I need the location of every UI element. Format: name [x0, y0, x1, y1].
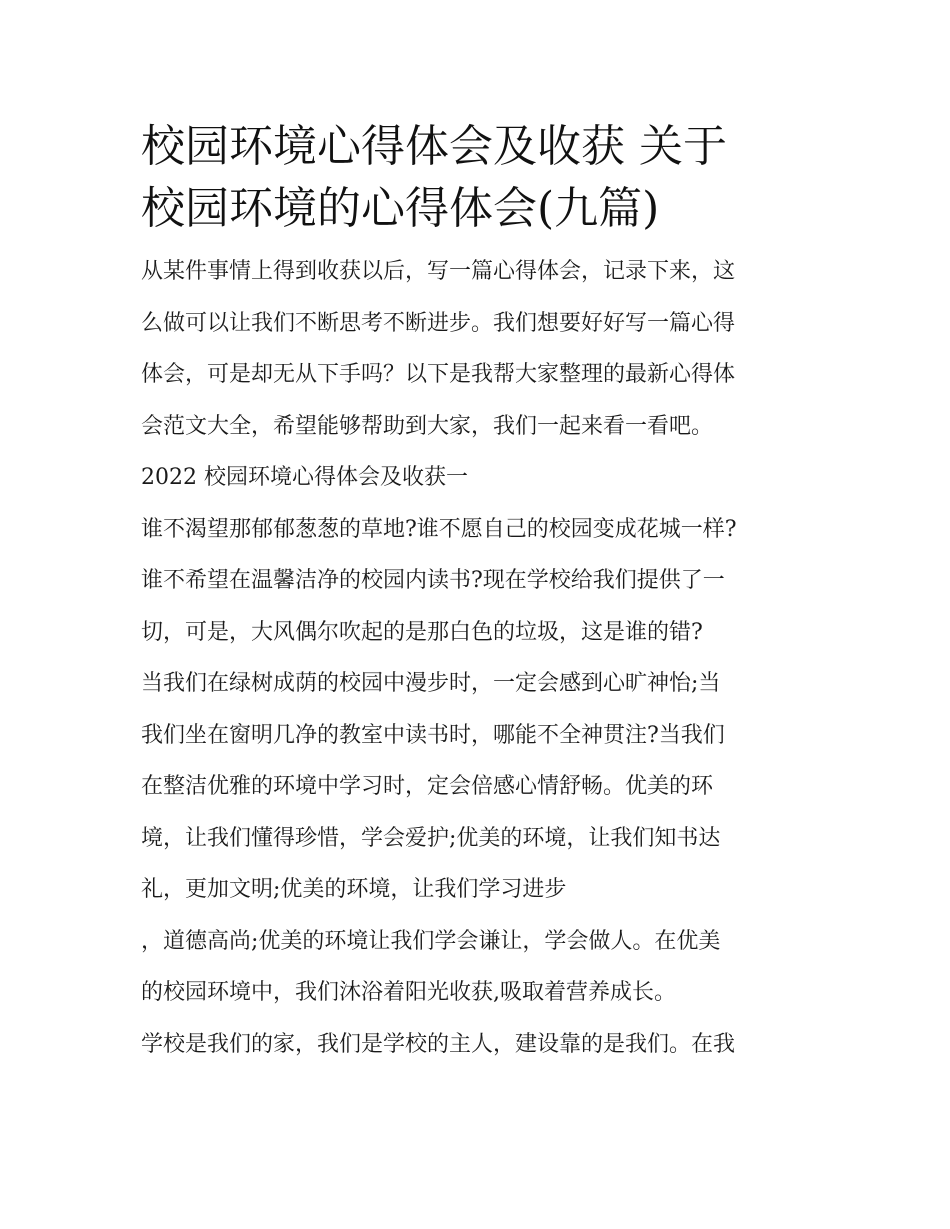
document-title	[141, 116, 821, 240]
document-body	[141, 246, 821, 1070]
body-line: 么做可以让我们不断思考不断进步。我们想要好好写一篇心得	[141, 310, 736, 336]
title-line-2: 校园环境的心得体会(九篇)	[141, 183, 660, 234]
body-line: 会范文大全，希望能够帮助到大家，我们一起来看一看吧。	[141, 413, 714, 439]
section-heading: 2022 校园环境心得体会及收获一	[141, 465, 468, 490]
body-line: 的校园环境中，我们沐浴着阳光收获,吸取着营养成长。	[141, 980, 676, 1005]
title-line-1: 校园环境心得体会及收获 关于	[141, 121, 727, 172]
body-line: 我们坐在窗明几净的教室中读书时，哪能不全神贯注?当我们	[141, 722, 725, 748]
body-line: ，道德高尚;优美的环境让我们学会谦让，学会做人。在优美	[141, 928, 721, 954]
body-line: 谁不希望在温馨洁净的校园内读书?现在学校给我们提供了一	[141, 568, 725, 593]
document-content	[141, 116, 821, 1070]
body-line: 学校是我们的家，我们是学校的主人，建设靠的是我们。在我	[141, 1031, 736, 1057]
body-line: 在整洁优雅的环境中学习时，定会倍感心情舒畅。优美的环	[141, 774, 714, 799]
body-line: 谁不渴望那郁郁葱葱的草地?谁不愿自己的校园变成花城一样?	[141, 516, 737, 542]
body-line: 礼，更加文明;优美的环境，让我们学习进步	[141, 877, 567, 902]
body-line: 体会，可是却无从下手吗？以下是我帮大家整理的最新心得体	[141, 362, 736, 387]
body-line: 境，让我们懂得珍惜，学会爱护;优美的环境，让我们知书达	[141, 825, 721, 851]
body-line: 切，可是，大风偶尔吹起的是那白色的垃圾，这是谁的错?	[141, 619, 703, 645]
body-line: 当我们在绿树成荫的校园中漫步时，一定会感到心旷神怡;当	[141, 671, 721, 696]
body-line: 从某件事情上得到收获以后，写一篇心得体会，记录下来，这	[141, 259, 736, 284]
